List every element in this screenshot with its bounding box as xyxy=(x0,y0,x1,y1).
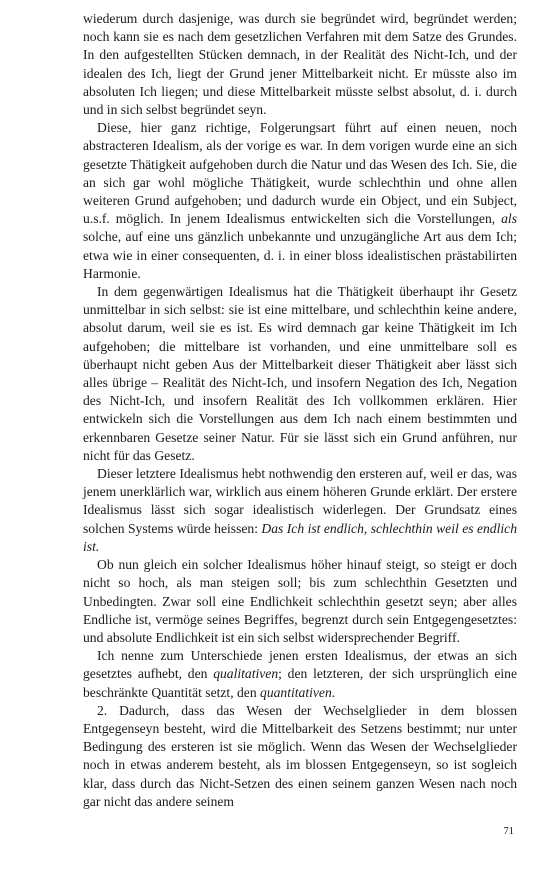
page-number: 71 xyxy=(503,826,514,837)
text-run: solche, auf eine uns gänzlich unbekannte und unzugängliche Art aus dem Ich; etwa wie in einer consequenten, d. i. in einer bloss idealistischen prästabilirten Harmonie. xyxy=(83,229,517,281)
text-run: Ich nenne zum Unterschiede jenen ersten Idealismus, der etwas an sich gesetztes aufhebt, den xyxy=(83,648,517,682)
italic-text-run: quantitativen xyxy=(260,684,332,700)
italic-text-run: qualitativen xyxy=(213,666,279,682)
italic-text-run: als xyxy=(501,211,517,227)
text-run: Dieser letztere Idealismus hebt nothwendig den ersteren auf, weil er das, was jenem unerklärlich war, wirklich aus einem höheren Grunde erklärt. Der erstere Idealismus lässt sich sogar idealistisch widerlegen. Der Grundsatz eines solchen Systems würde heissen: xyxy=(83,466,517,536)
italic-text-run: Das Ich ist endlich, schlechthin weil es endlich ist. xyxy=(83,520,517,554)
paragraph xyxy=(83,10,517,119)
text-run: . xyxy=(331,684,336,700)
text-run: wiederum durch dasjenige, was durch sie begründet wird, begründet werden; noch kann sie es nach dem gesetzlichen Verfahren mit dem Satze des Grundes. In den aufgestellten Stücken demnach, in der Realität des Nicht-Ich, und der idealen des Ich, liegt der Grund jener Mittelbarkeit nicht. Er müsste also im absoluten Ich liegen; und diese Mittelbarkeit müsste selbst absolut, d. i. durch und in sich selbst begründet seyn. xyxy=(83,11,517,118)
paragraph xyxy=(83,702,517,811)
text-run: In dem gegenwärtigen Idealismus hat die Thätigkeit überhaupt ihr Gesetz unmittelbar in sich selbst: sie ist eine mittelbare, und schlechthin keine andere, absolut darum, weil sie es ist. Es wird demnach gar keine Thätigkeit im Ich aufgehoben; die mittelbare ist vorhanden, und eine unmittelbare soll es überhaupt nicht geben Aus der Mittelbarkeit dieser Thätigkeit aber lässt sich alles übrige – Realität des Nicht-Ich, und insofern Negation des Ich, Negation des Nicht-Ich, und insofern Realität des Ich vollkommen erklären. Hier entwickeln sich die Vorstellungen aus dem Ich nach einem bestimmten und erkennbaren Gesetze seiner Natur. Für sie lässt sich ein Grund anführen, nur nicht für das Gesetz. xyxy=(83,284,517,463)
text-run: 2. Dadurch, dass das Wesen der Wechselglieder in dem blossen Entgegenseyn besteht, wird die Mittelbarkeit des Setzens bestimmt; nur unter Bedingung des ersteren ist sie möglich. Wenn das Wesen der Wechselglieder noch in etwas anderem besteht, als im blossen Entgegenseyn, so ist sogleich klar, dass durch das Nicht-Setzen des einen seinem ganzen Wesen nach noch gar nicht das andere seinem xyxy=(83,702,517,809)
paragraph xyxy=(83,283,517,465)
text-run: Diese, hier ganz richtige, Folgerungsart führt auf einen neuen, noch abstracteren Idealism, als der vorige es war. In dem vorigen wurde eine an sich gesetzte Thätigkeit aufgehoben durch die Natur und das Wesen des Ich. Sie, die an sich gar wohl mögliche Thätigkeit, wurde schlechthin und ohne allen weiteren Grund aufgehoben; und dadurch wurde ein Object, und ein Subject, u.s.f. möglich. In jenem Idealismus entwickelten sich die Vorstellungen, xyxy=(83,120,517,227)
text-run: Ob nun gleich ein solcher Idealismus höher hinauf steigt, so steigt er doch nicht so hoch, als man steigen soll; bis zum schlechthin Gesetzten und Unbedingten. Zwar soll eine Endlichkeit schlechthin gesetzt seyn; aber alles Endliche ist, vermöge seines Begriffes, begrenzt durch sein Entgegengesetztes: und absolute Endlichkeit ist ein sich selbst widersprechender Begriff. xyxy=(83,557,517,645)
paragraph xyxy=(83,556,517,647)
page-body xyxy=(83,10,517,811)
text-run: ; den letzteren, der sich ursprünglich eine beschränkte Quantität setzt, den xyxy=(83,666,517,700)
paragraph xyxy=(83,119,517,283)
paragraph xyxy=(83,647,517,702)
paragraph xyxy=(83,465,517,556)
